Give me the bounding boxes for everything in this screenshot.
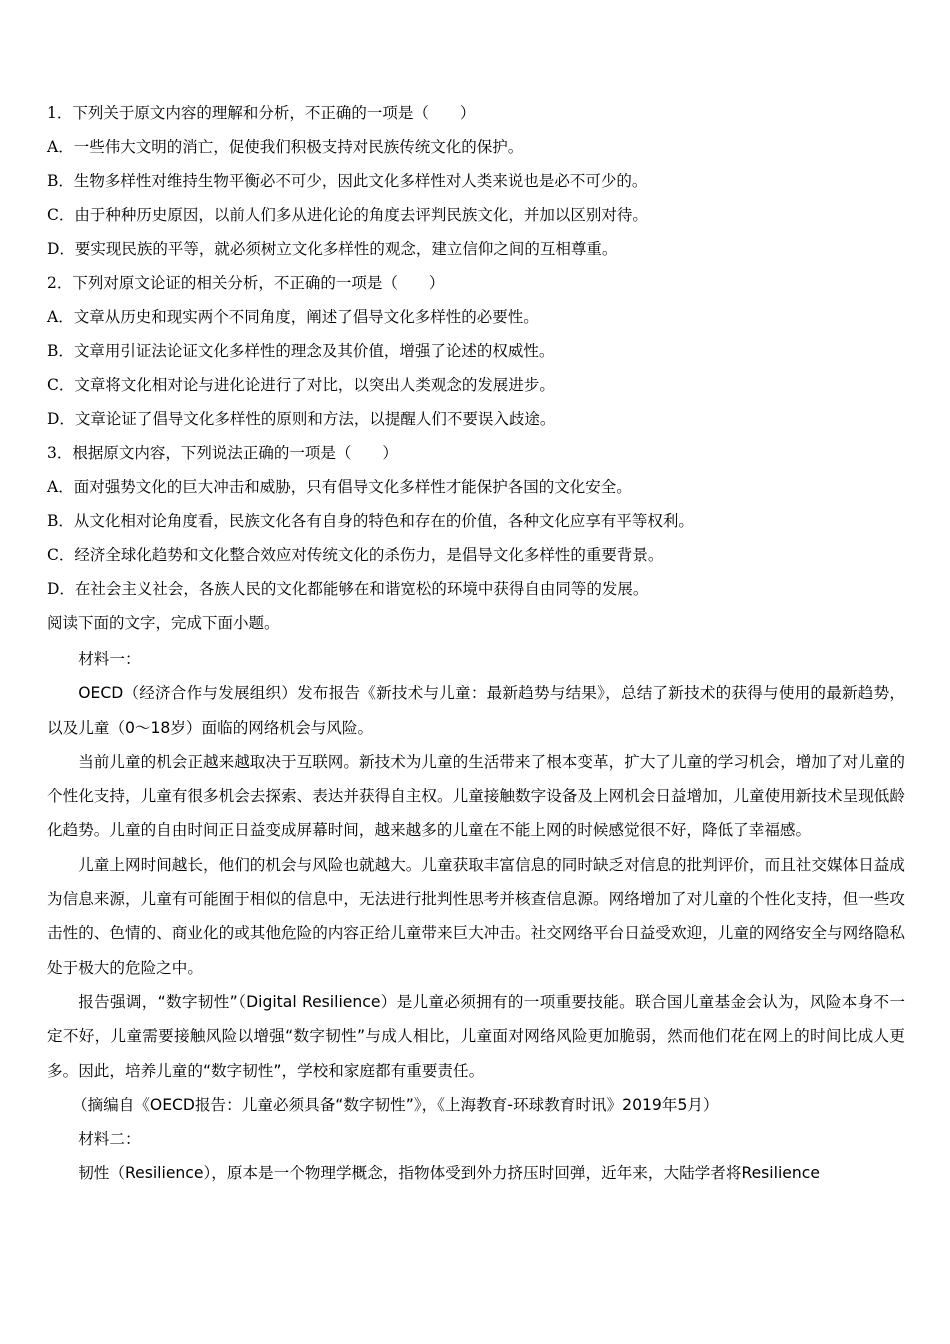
option-3c: C．经济全球化趋势和文化整合效应对传统文化的杀伤力，是倡导文化多样性的重要背景。 [47, 546, 664, 564]
option-1b: B．生物多样性对维持生物平衡必不可少，因此文化多样性对人类来说也是必不可少的。 [47, 172, 648, 190]
questions-section [47, 96, 917, 640]
option-2a: A．文章从历史和现实两个不同角度，阐述了倡导文化多样性的必要性。 [47, 308, 539, 326]
option-2d: D．文章论证了倡导文化多样性的原则和方法，以提醒人们不要误入歧途。 [47, 410, 556, 428]
reading-passage [47, 642, 905, 1191]
option-3d: D．在社会主义社会，各族人民的文化都能够在和谐宽松的环境中获得自由同等的发展。 [47, 580, 649, 598]
question-3: 3．根据原文内容，下列说法正确的一项是（ ） [47, 444, 398, 462]
option-3a: A．面对强势文化的巨大冲击和威胁，只有倡导文化多样性才能保护各国的文化安全。 [47, 478, 632, 496]
question-2: 2．下列对原文论证的相关分析，不正确的一项是（ ） [47, 274, 445, 292]
question-1: 1．下列关于原文内容的理解和分析，不正确的一项是（ ） [47, 104, 476, 122]
paragraph: 当前儿童的机会正越来越取决于互联网。新技术为儿童的生活带来了根本变革，扩大了儿童的学习机会，增加了对儿童的个性化支持，儿童有很多机会去探索、表达并获得自主权。儿童接触数字设备及上网机会日益增加，儿童使用新技术呈现低龄化趋势。儿童的自由时间正日益变成屏幕时间，越来越多的儿童在不能上网的时候感觉很不好，降低了幸福感。 [47, 752, 905, 840]
option-1a: A．一些伟大文明的消亡，促使我们积极支持对民族传统文化的保护。 [47, 138, 524, 156]
option-2c: C．文章将文化相对论与进化论进行了对比，以突出人类观念的发展进步。 [47, 376, 555, 394]
paragraph: OECD（经济合作与发展组织）发布报告《新技术与儿童：最新趋势与结果》，总结了新技术的获得与使用的最新趋势，以及儿童（0～18岁）面临的网络机会与风险。 [47, 684, 905, 737]
source-citation: （摘编自《OECD报告：儿童必须具备“数字韧性”》，《上海教育-环球教育时讯》2019年5月） [71, 1095, 719, 1114]
paragraph: 韧性（Resilience），原本是一个物理学概念，指物体受到外力挤压时回弹，近年来，大陆学者将Resilience [78, 1164, 820, 1183]
option-1c: C．由于种种历史原因，以前人们多从进化论的角度去评判民族文化，并加以区别对待。 [47, 206, 648, 224]
material-2-heading: 材料二： [78, 1130, 141, 1149]
paragraph: 儿童上网时间越长，他们的机会与风险也就越大。儿童获取丰富信息的同时缺乏对信息的批判评价，而且社交媒体日益成为信息来源，儿童有可能囿于相似的信息中，无法进行批判性思考并核查信息源。网络增加了对儿童的个性化支持，但一些攻击性的、色情的、商业化的或其他危险的内容正给儿童带来巨大冲击。社交网络平台日益受欢迎，儿童的网络安全与网络隐私处于极大的危险之中。 [47, 855, 905, 977]
option-1d: D．要实现民族的平等，就必须树立文化多样性的观念，建立信仰之间的互相尊重。 [47, 240, 618, 258]
material-1-heading: 材料一： [78, 650, 141, 668]
option-3b: B．从文化相对论角度看，民族文化各有自身的特色和存在的价值，各种文化应享有平等权利。 [47, 512, 694, 530]
option-2b: B．文章用引证法论证文化多样性的理念及其价值，增强了论述的权威性。 [47, 342, 555, 360]
reading-instruction: 阅读下面的文字，完成下面小题。 [47, 614, 280, 632]
paragraph: 报告强调，“数字韧性”（Digital Resilience）是儿童必须拥有的一项重要技能。联合国儿童基金会认为，风险本身不一定不好，儿童需要接触风险以增强“数字韧性”与成人相比，儿童面对网络风险更加脆弱，然而他们花在网上的时间比成人更多。因此，培养儿童的“数字韧性”，学校和家庭都有重要责任。 [47, 992, 905, 1080]
